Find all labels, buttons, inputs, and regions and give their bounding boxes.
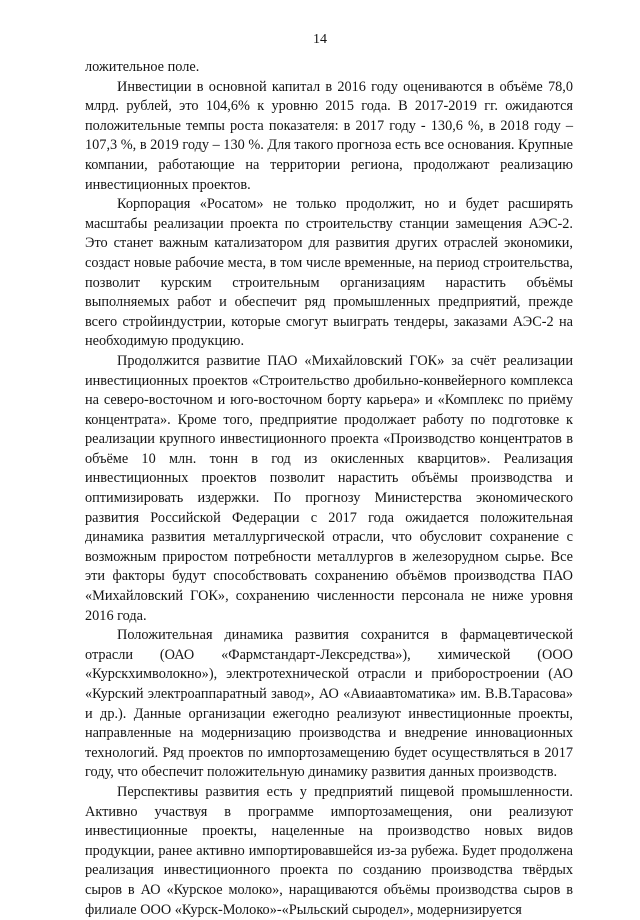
paragraph-mikhailovsky-gok: Продолжится развитие ПАО «Михайловский ГОК» за счёт реализации инвестиционных проектов «Строительство дробильно-конвейерного комплекса на северо-восточном и юго-восточном борту карьера» и «Комплекс по приёму концентрата». Кроме того, предприятие продолжает работу по подготовке к реализации крупного инвестиционного проекта «Производство концентратов в объёме 10 млн. тонн в год из окисленных кварцитов». Реализация инвестиционных проектов позволит нарастить объёмы производства и оптимизировать издержки. По прогнозу Министерства экономического развития Российской Федерации с 2017 года ожидается положительная динамика развития металлургической отрасли, что обусловит сохранение с возможным приростом потребности металлургов в железорудном сырье. Все эти факторы будут способствовать сохранению объёмов производства ПАО «Михайловский ГОК», сохранению численности персонала не ниже уровня 2016 года. xyxy=(85,352,573,624)
page-number: 14 xyxy=(313,32,327,47)
body-text xyxy=(85,58,573,920)
paragraph-pharma-chemical: Положительная динамика развития сохранится в фармацевтической отрасли (ОАО «Фармстандарт-Лексредства»), химической (ООО «Курскхимволокно»), электротехнической отрасли и приборостроении (АО «Курский электроаппаратный завод», АО «Авиаавтоматика» им. В.В.Тарасова» и др.). Данные организации ежегодно реализуют инвестиционные проекты, направленные на модернизацию производства и внедрение инновационных технологий. Ряд проектов по импортозамещению будет осуществляться в 2017 году, что обеспечит положительную динамику развития данных производств. xyxy=(85,627,573,781)
paragraph-food-industry: Перспективы развития есть у предприятий пищевой промышленности. Активно участвуя в программе импортозамещения, они реализуют инвестиционные проекты, нацеленные на производство новых видов продукции, ранее активно импортировавшейся из-за рубежа. Будет продолжена реализация инвестиционного проекта по созданию производства твёрдых сыров в АО «Курское молоко», наращиваются объёмы производства сыров в филиале ООО «Курск-Молоко»-«Рыльский сыродел», модернизируется xyxy=(85,783,573,918)
paragraph-continuation: ложительное поле. xyxy=(85,59,200,75)
paragraph-rosatom: Корпорация «Росатом» не только продолжит, но и будет расширять масштабы реализации проекта по строительству станции замещения АЭС-2. Это станет важным катализатором для развития других отраслей экономики, создаст новые рабочие места, в том числе временные, на период строительства, позволит курским строительным организациям нарастить объёмы выполняемых работ и обеспечит ряд промышленных предприятий, прежде всего стройиндустрии, которые смогут выиграть тендеры, заказами АЭС-2 на необходимую продукцию. xyxy=(85,196,573,350)
paragraph-investments: Инвестиции в основной капитал в 2016 году оцениваются в объёме 78,0 млрд. рублей, это 104,6% к уровню 2015 года. В 2017-2019 гг. ожидаются положительные темпы роста показателя: в 2017 году - 130,6 %, в 2018 году – 107,3 %, в 2019 году – 130 %. Для такого прогноза есть все основания. Крупные компании, работающие на территории региона, продолжают реализацию инвестиционных проектов. xyxy=(85,78,573,193)
